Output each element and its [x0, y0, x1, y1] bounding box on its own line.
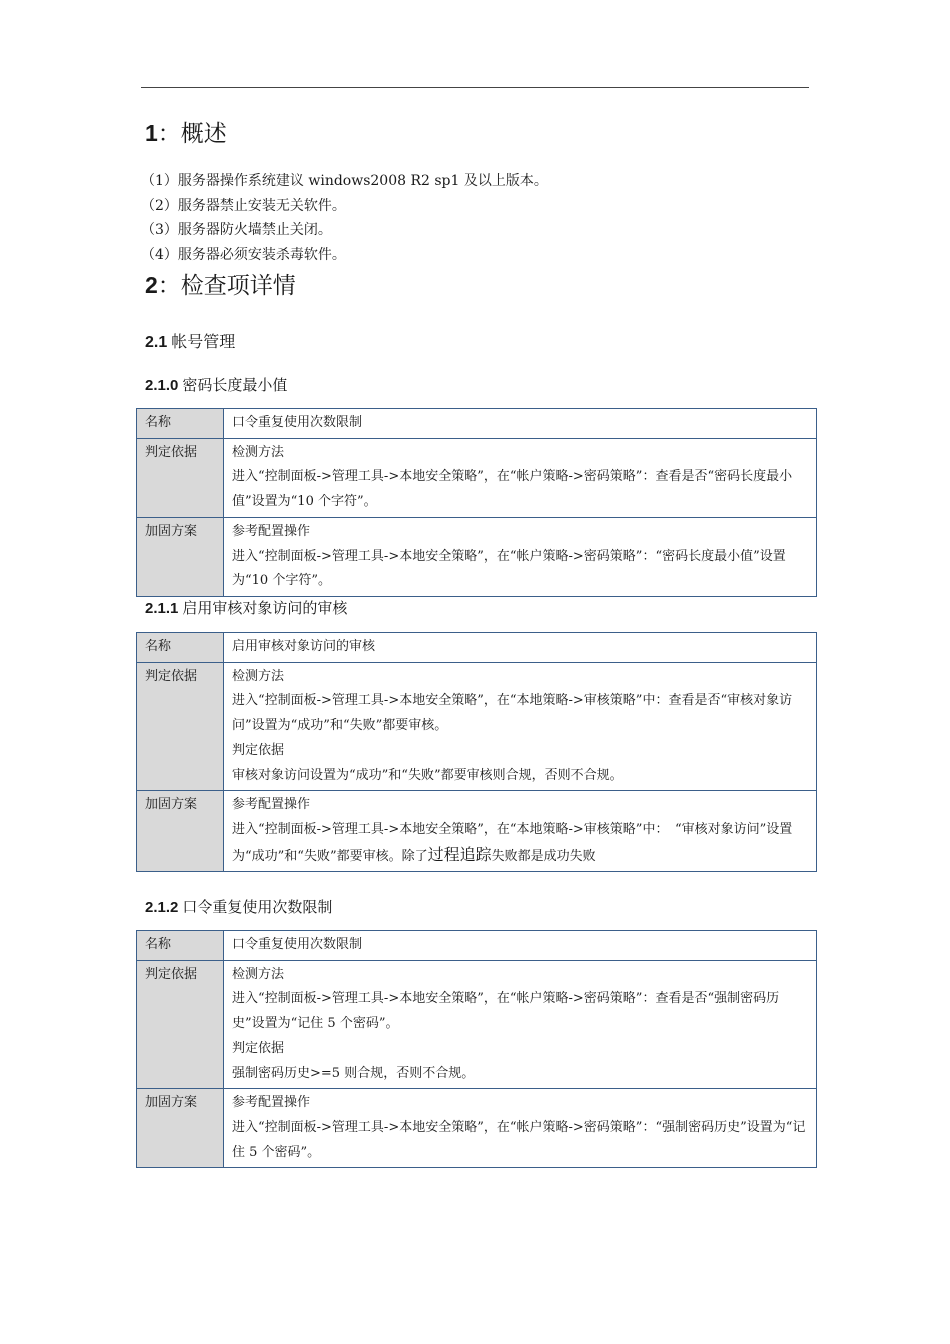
row-value: 启用审核对象访问的审核 [224, 633, 817, 663]
row-value: 口令重复使用次数限制 [224, 409, 817, 439]
text-line: 判定依据 [232, 1040, 285, 1056]
table-row [137, 633, 817, 663]
text-segment: 进入“控制面板->管理工具->本地安全策略”，在“本地策略->审核策略”中： “审核对象访问”设置为“成功”和“失败”都要审核。除了 [232, 821, 793, 864]
row-label: 名称 [137, 633, 224, 663]
section-1-number: 1 [145, 120, 158, 146]
item-2-1-2-heading [145, 896, 332, 917]
item-2-1-0-heading [145, 374, 287, 395]
overview-item: （2）服务器禁止安装无关软件。 [141, 197, 346, 214]
item-title: 密码长度最小值 [182, 376, 288, 394]
row-value [224, 662, 817, 791]
row-label: 判定依据 [137, 960, 224, 1089]
row-label: 判定依据 [137, 438, 224, 517]
overview-item: （1）服务器操作系统建议 windows2008 R2 sp1 及以上版本。 [141, 173, 548, 189]
text-line: 进入“控制面板->管理工具->本地安全策略”，在“本地策略->审核策略”中：查看是否“审核对象访问”设置为“成功”和“失败”都要审核。 [232, 693, 793, 734]
table-row [137, 960, 817, 1089]
subsection-title: 帐号管理 [171, 332, 236, 351]
overview-list [141, 169, 548, 267]
section-1-heading [145, 115, 227, 148]
text-line [232, 818, 808, 869]
row-value [224, 438, 817, 517]
row-label: 加固方案 [137, 791, 224, 872]
section-2-title: ：检查项详情 [157, 273, 296, 299]
subsection-number: 2.1 [145, 334, 168, 351]
row-label: 加固方案 [137, 517, 224, 596]
text-segment-large: 过程追踪 [427, 844, 492, 864]
text-line: 进入“控制面板->管理工具->本地安全策略”，在“帐户策略->密码策略”：“强制密码历史”设置为“记住 5 个密码”。 [232, 1119, 806, 1160]
item-2-1-2-table [136, 930, 817, 1168]
item-number: 2.1.1 [145, 600, 179, 617]
item-title: 口令重复使用次数限制 [182, 898, 333, 916]
header-rule [141, 87, 809, 88]
table-row [137, 409, 817, 439]
item-number: 2.1.0 [145, 377, 179, 394]
section-1-title: ：概述 [157, 121, 227, 147]
text-line: 参考配置操作 [232, 797, 311, 813]
table-row [137, 438, 817, 517]
item-title: 启用审核对象访问的审核 [182, 599, 348, 617]
row-value [224, 1089, 817, 1168]
section-2-number: 2 [145, 272, 158, 298]
text-line: 进入“控制面板->管理工具->本地安全策略”，在“帐户策略->密码策略”：查看是否“强制密码历史”设置为“记住 5 个密码”。 [232, 991, 780, 1032]
table-row [137, 517, 817, 596]
table-row [137, 662, 817, 791]
table-row [137, 1089, 817, 1168]
section-2-heading [145, 267, 296, 300]
text-segment: 失败都是成功失败 [491, 848, 596, 864]
item-2-1-0-table [136, 408, 817, 597]
row-label: 名称 [137, 931, 224, 961]
text-line: 参考配置操作 [232, 1095, 311, 1111]
row-label: 名称 [137, 409, 224, 439]
text-line: 审核对象访问设置为“成功”和“失败”都要审核则合规，否则不合规。 [232, 767, 623, 783]
table-row [137, 931, 817, 961]
overview-item: （3）服务器防火墙禁止关闭。 [141, 222, 332, 238]
row-label: 判定依据 [137, 662, 224, 791]
text-line: 判定依据 [232, 742, 285, 758]
subsection-2-1-heading [145, 329, 235, 352]
row-value [224, 791, 817, 872]
item-2-1-1-table [136, 632, 817, 872]
text-line: 强制密码历史>=5 则合规，否则不合规。 [232, 1065, 475, 1081]
text-line: 检测方法 [232, 966, 285, 982]
item-number: 2.1.2 [145, 899, 179, 916]
row-label: 加固方案 [137, 1089, 224, 1168]
row-value [224, 960, 817, 1089]
text-line: 进入“控制面板->管理工具->本地安全策略”，在“帐户策略->密码策略”：“密码长度最小值”设置为“10 个字符”。 [232, 548, 786, 589]
text-line: 进入“控制面板->管理工具->本地安全策略”，在“帐户策略->密码策略”：查看是否“密码长度最小值”设置为“10 个字符”。 [232, 469, 793, 510]
row-value [224, 517, 817, 596]
table-row [137, 791, 817, 872]
row-value: 口令重复使用次数限制 [224, 931, 817, 961]
text-line: 检测方法 [232, 444, 285, 460]
item-2-1-1-heading [145, 597, 347, 618]
overview-item: （4）服务器必须安装杀毒软件。 [141, 246, 346, 263]
text-line: 参考配置操作 [232, 523, 311, 539]
text-line: 检测方法 [232, 668, 285, 684]
